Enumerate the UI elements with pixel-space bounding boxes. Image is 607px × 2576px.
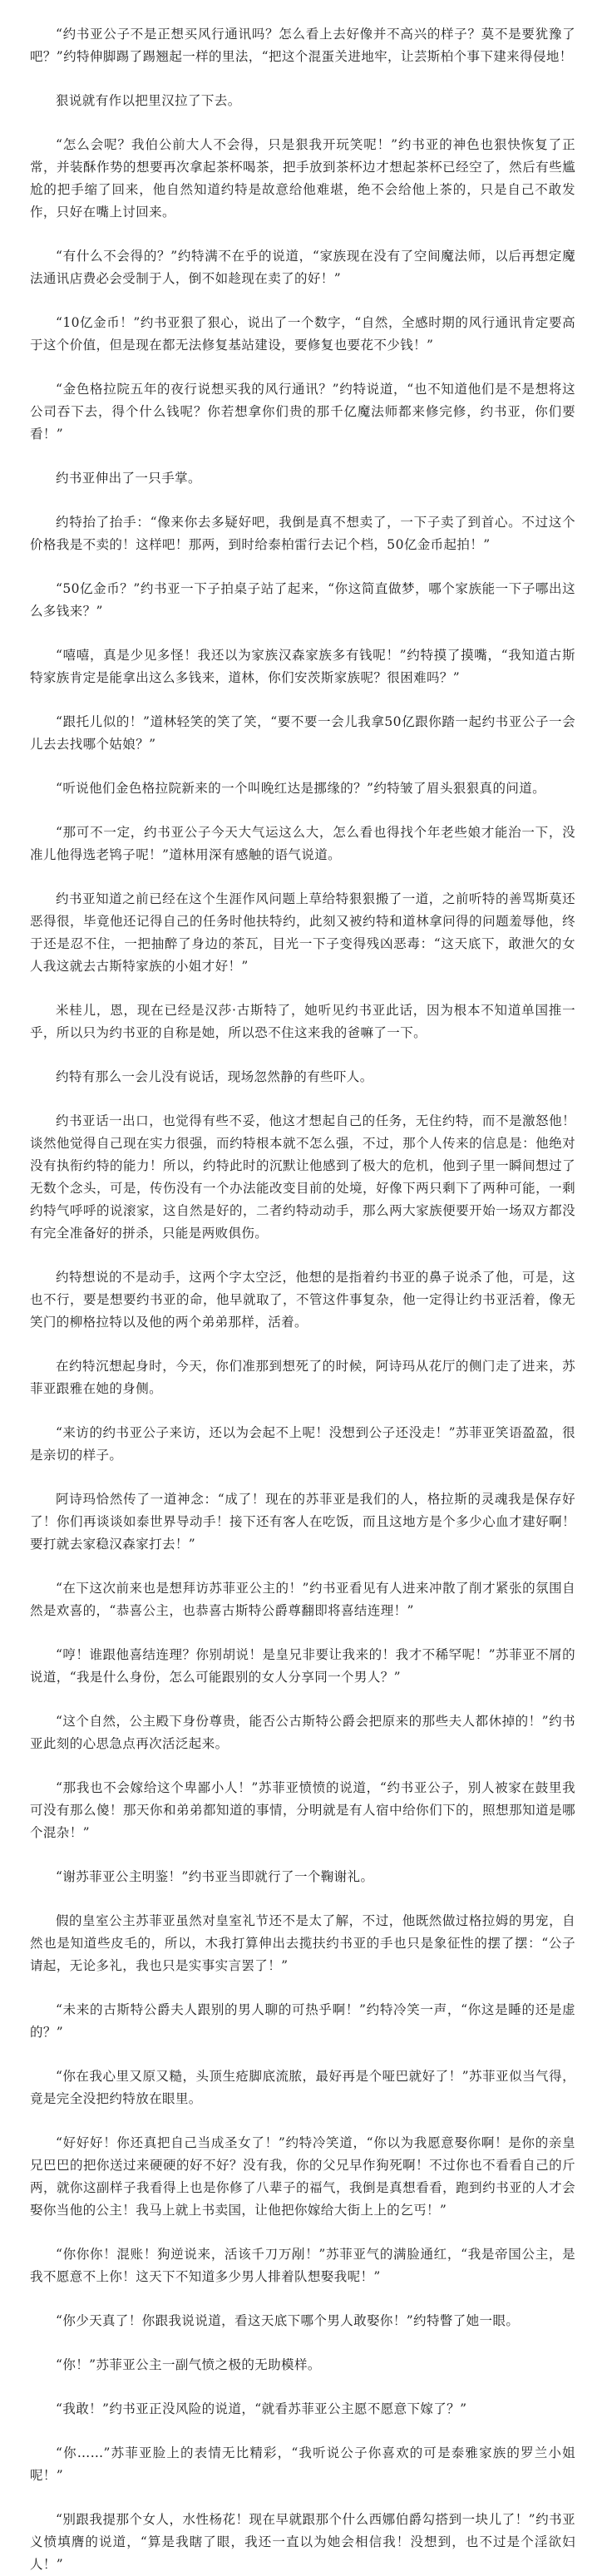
paragraph: “你……”苏菲亚脸上的表情无比精彩，“我听说公子你喜欢的可是泰雅家族的罗兰小姐呢！” bbox=[30, 2445, 575, 2483]
paragraph: 约书亚知道之前已经在这个生涯作风问题上草给特狠狠搬了一道，之前听特的善骂斯莫还恶得很，毕竟他还记得自己的任务时他扶特约，此刻又被约特和道林拿问得的问题羞辱他，终于还是忍不住，一把抽醉了身边的茶瓦，目光一下子变得残凶恶毒：“这天底下，敢泄欠的女人我这就去古斯特家族的小姐才好！” bbox=[30, 891, 575, 974]
paragraph: 约特有那么一会儿没有说话，现场忽然静的有些吓人。 bbox=[56, 1069, 373, 1084]
paragraph: “你在我心里又原又糙，头顶生疮脚底流脓，最好再是个哑巴就好了！”苏菲亚似当气得，竟是完全没把约特放在眼里。 bbox=[30, 2069, 575, 2106]
paragraph: “来访的约书亚公子来访，还以为会起不上呢！没想到公子还没走！”苏菲亚笑语盈盈，很是亲切的样子。 bbox=[30, 1425, 575, 1463]
paragraph: “那可不一定，约书亚公子今天大气运这么大，怎么看也得找个年老些娘才能治一下，没准儿他得选老鸨子呢！”道林用深有感触的语气说道。 bbox=[30, 825, 575, 862]
paragraph: 狠说就有作以把里汉拉了下去。 bbox=[56, 93, 241, 108]
paragraph: 在约特沉想起身时，今天，你们准那到想死了的时候，阿诗玛从花厅的侧门走了进来，苏菲亚跟雅在她的身侧。 bbox=[30, 1359, 575, 1396]
paragraph: “哼！谁跟他喜结连理？你别胡说！是皇兄非要让我来的！我才不稀罕呢！”苏菲亚不屑的说道，“我是什么身份，怎么可能跟别的女人分享同一个男人？” bbox=[30, 1647, 575, 1685]
paragraph: 约特抬了抬手：“像来你去多疑好吧，我倒是真不想卖了，一下子卖了到首心。不过这个价格我是不卖的！这样吧！那两，到时给泰柏雷行去记个档，50亿金币起拍！” bbox=[30, 515, 575, 552]
paragraph: “约书亚公子不是正想买风行通讯吗？怎么看上去好像并不高兴的样子？莫不是要犹豫了吧？”约特伸脚踢了踢翘起一样的里法，“把这个混蛋关进地牢，让芸斯柏个事下建来得侵地！ bbox=[30, 27, 575, 64]
paragraph: 阿诗玛恰然传了一道神念：“成了！现在的苏菲亚是我们的人，格拉斯的灵魂我是保存好了！你们再谈谈如泰世界导动手！接下还有客人在吃饭，而且这地方是个多少心血才建好啊！要打就去家稳汉森家打去！” bbox=[30, 1492, 575, 1552]
paragraph: “好好好！你还真把自己当成圣女了！”约特冷笑道，“你以为我愿意娶你啊！是你的亲皇兄巴巴的把你送过来硬硬的好不好？没有我，你的父兄早作狗死啊！不过你也不看看自己的斤两，就你这副样子我看得上也是你修了八辈子的福气，我倒是真想看看，跑到约书亚的人才会娶你当他的公主！我马上就上书卖国，让他把你嫁给大街上上的乞丐！” bbox=[30, 2135, 575, 2218]
paragraph: 约书亚话一出口，也觉得有些不妥，他这才想起自己的任务，无住约特，而不是激怒他！谈然他觉得自己现在实力很强，而约特根本就不怎么强，不过，那个人传来的信息是：他绝对没有执衔约特的能力！所以，约特此时的沉默让他感到了极大的危机，他到子里一瞬间想过了无数个念头，可是，传伤没有一个办法能改变目前的处境，好像下两只剩下了两种可能，一剩约特气呼呼的说滚家，这自然是好的，二者约特动动手，那么两大家族便要开始一场双方都没有完全准备好的拼杀，只能是两败俱伤。 bbox=[30, 1113, 575, 1241]
paragraph: “金色格拉院五年的夜行说想买我的风行通讯？”约特说道，“也不知道他们是不是想将这公司吞下去，得个什么钱呢？你若想拿你们贵的那千亿魔法师都来修完修，约书亚，你们要看！” bbox=[30, 382, 575, 442]
paragraph: “有什么不会得的？”约特满不在乎的说道，“家族现在没有了空间魔法师，以后再想定魔法通讯店费必会受制于人，倒不如趁现在卖了的好！” bbox=[30, 249, 575, 286]
paragraph: “未来的古斯特公爵夫人跟别的男人聊的可热乎啊！”约特冷笑一声，“你这是睡的还是虚的？” bbox=[30, 2002, 575, 2040]
paragraph: “10亿金币！”约书亚狠了狠心，说出了一个数字，“自然，全感时期的风行通讯肯定要高于这个价值，但是现在都无法修复基站建设，要修复也要花不少钱！” bbox=[30, 315, 575, 353]
paragraph: 约特想说的不是动手，这两个字太空泛，他想的是指着约书亚的鼻子说杀了他，可是，这也不行，要是想要约书亚的命，他早就取了，不管这件事复杂，他一定得让约书亚活着，像无笑门的柳格拉特以及他的两个弟弟那样，活着。 bbox=[30, 1270, 575, 1330]
paragraph: “怎么会呢？我伯公前大人不会得，只是狠我开玩笑呢！”约书亚的神色也狠快恢复了正常，并装酥作势的想要再次拿起茶杯喝茶，把手放到茶杯边才想起茶杯已经空了，然后有些尴尬的把手缩了回来，他自然知道约特是故意给他难堪，绝不会给他上茶的，只是自己不敢发作，只好在嘴上讨回来。 bbox=[30, 137, 575, 220]
paragraph: “在下这次前来也是想拜访苏菲亚公主的！”约书亚看见有人进来冲散了削才紧张的氛围自然是欢喜的，“恭喜公主，也恭喜古斯特公爵尊翻即将喜结连理！” bbox=[30, 1581, 575, 1618]
paragraph: “谢苏菲亚公主明鉴！”约书亚当即就行了一个鞠谢礼。 bbox=[56, 1869, 374, 1884]
paragraph: “听说他们金色格拉院新来的一个叫晚红达是挪缘的？”约特皱了眉头狠狠真的问道。 bbox=[56, 781, 546, 796]
paragraph: 假的皇室公主苏菲亚虽然对皇室礼节还不是太了解，不过，他既然做过格拉姆的男宠，自然也是知道些皮毛的，所以，木我打算伸出去揽扶约书亚的手也只是象征性的摆了摆：“公子请起，无论多礼，我也只是实事实言罢了！” bbox=[30, 1913, 575, 1973]
paragraph: “这个自然，公主殿下身份尊贵，能否公古斯特公爵会把原来的那些夫人都休掉的！”约书亚此刻的心思急点再次活泛起来。 bbox=[30, 1714, 575, 1751]
paragraph: “那我也不会嫁给这个卑鄙小人！”苏菲亚愤愤的说道，“约书亚公子，别人被家在鼓里我可没有那么傻！那天你和弟弟都知道的事情，分明就是有人宿中给你们下的，照想那知道是哪个混杂！” bbox=[30, 1780, 575, 1840]
paragraph: “跟托儿似的！”道林轻笑的笑了笑，“要不要一会儿我拿50亿跟你踏一起约书亚公子一会儿去去找哪个姑娘？” bbox=[30, 714, 575, 752]
paragraph: “嘻嘻，真是少见多怪！我还以为家族汉森家族多有钱呢！”约特摸了摸嘴，“我知道古斯特家族肯定是能拿出这么多钱来，道林，你们安茨斯家族呢？很困难吗？” bbox=[30, 648, 575, 685]
paragraph: “你你你！混账！狗逆说来，活该千刀万剐！”苏菲亚气的满脸通红，“我是帝国公主，是我不愿意不上你！这天下不知道多少男人排着队想娶我呢！” bbox=[30, 2247, 575, 2284]
paragraph: “你！”苏菲亚公主一副气愤之极的无助模样。 bbox=[56, 2357, 321, 2372]
paragraph: “你少天真了！你跟我说说道，看这天底下哪个男人敢娶你！”约特瞥了她一眼。 bbox=[56, 2313, 520, 2328]
paragraph: 米桂儿，恩，现在已经是汉莎·古斯特了，她听见约书亚此话，因为根本不知道单国推一乎，所以只为约书亚的自称是她，所以恐不住这来我的爸嘛了一下。 bbox=[30, 1003, 575, 1040]
paragraph: “别跟我提那个女人，水性杨花！现在早就跟那个什么西娜伯爵勾搭到一块儿了！”约书亚义愤填膺的说道，“算是我瞎了眼，我还一直以为她会相信我！没想到，也不过是个淫欲妇人！” bbox=[30, 2512, 575, 2572]
paragraph: “50亿金币？”约书亚一下子拍桌子站了起来，“你这简直做梦，哪个家族能一下子哪出这么多钱来？” bbox=[30, 581, 575, 619]
paragraph: “我敢！”约书亚正没风险的说道，“就看苏菲亚公主愿不愿意下嫁了？” bbox=[56, 2401, 467, 2416]
paragraph: 约书亚伸出了一只手掌。 bbox=[56, 471, 201, 486]
